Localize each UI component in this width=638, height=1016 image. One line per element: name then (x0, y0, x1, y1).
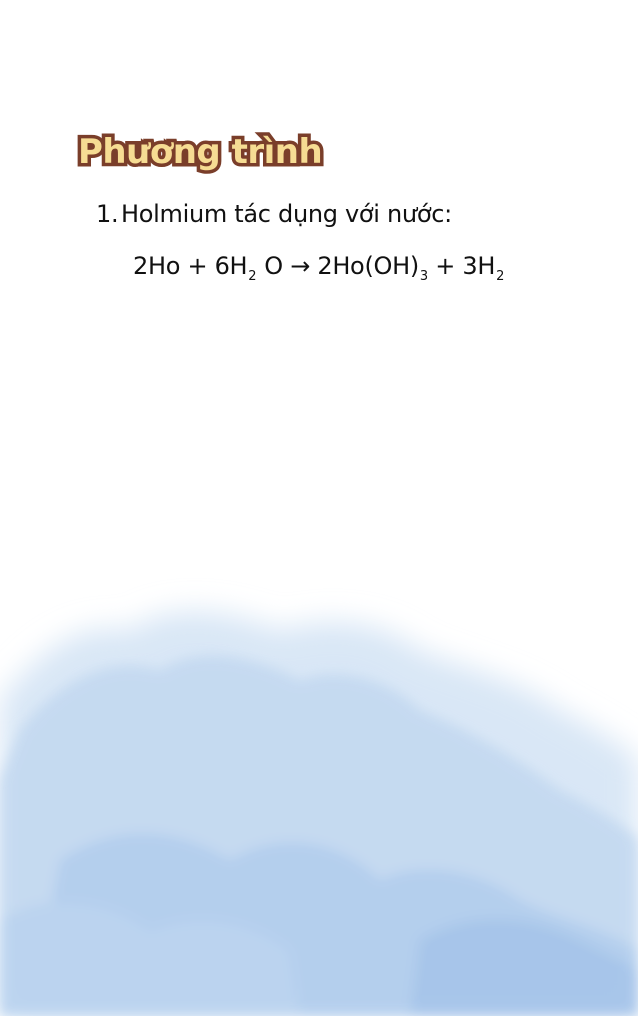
list-item-label: Holmium tác dụng với nước: (121, 200, 452, 228)
reactant-holmium: 2Ho (133, 252, 181, 280)
plus-sign: + (180, 252, 215, 280)
subscript: 2 (496, 269, 505, 284)
subscript: 3 (419, 269, 428, 284)
chemical-equation (133, 252, 505, 284)
product-hydrogen: 3H (462, 252, 496, 280)
list-item (96, 200, 452, 228)
page-title: Phương trình (78, 132, 323, 172)
reactant-water-oxygen: O (264, 252, 283, 280)
equation-list (96, 200, 452, 228)
watercolor-background (0, 560, 638, 1016)
list-item-number: 1. (96, 200, 119, 228)
product-hydroxide: 2Ho(OH) (317, 252, 419, 280)
reactant-water-coef: 6H (214, 252, 248, 280)
subscript: 2 (248, 269, 257, 284)
plus-sign: + (427, 252, 463, 280)
reaction-arrow: → (282, 252, 318, 280)
